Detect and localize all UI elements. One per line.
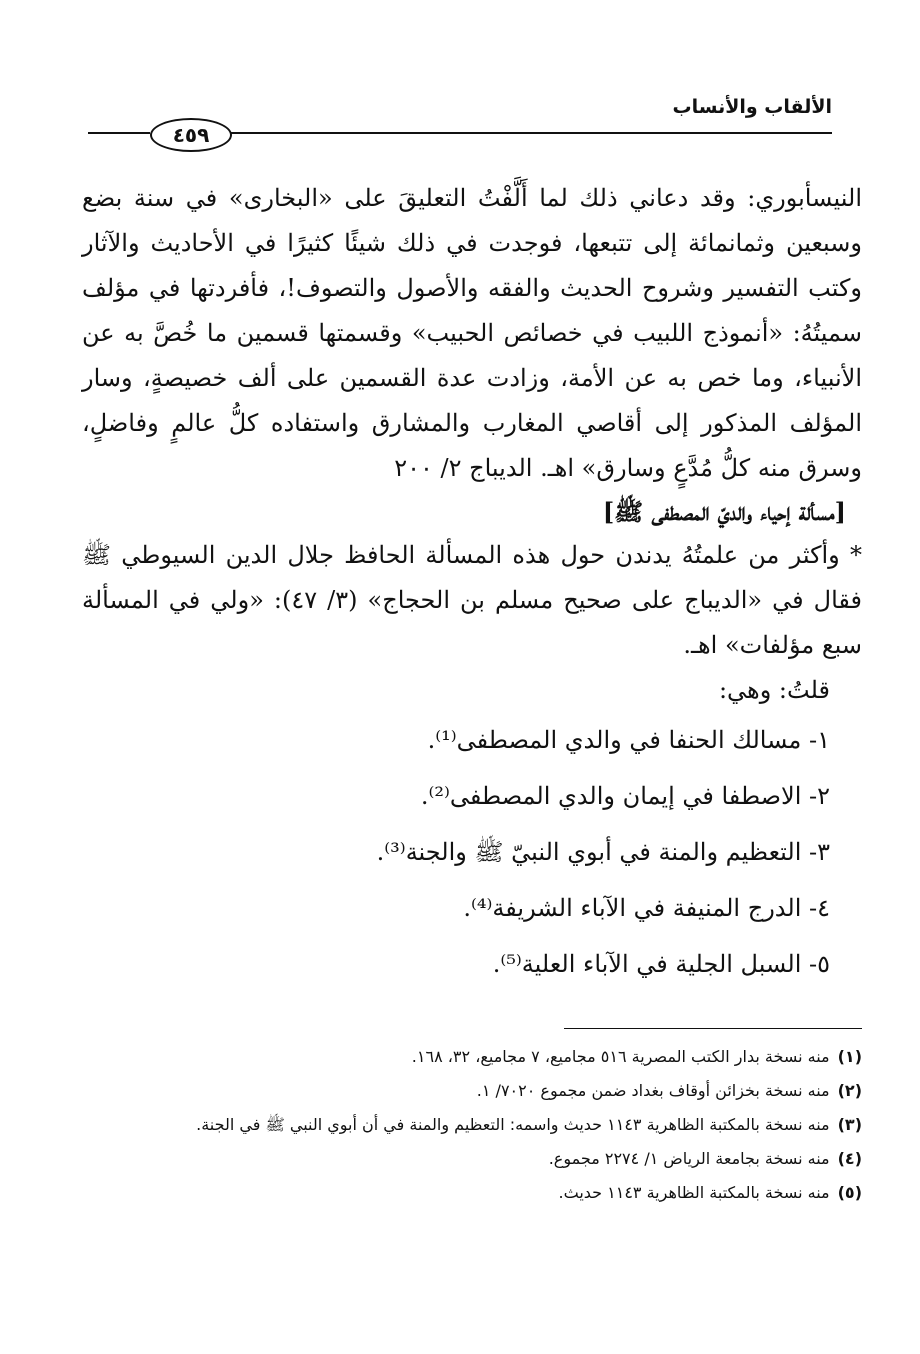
footnote	[82, 1042, 862, 1072]
paragraph-2: * وأكثر من علمتُهُ يدندن حول هذه المسألة الحافظ جلال الدين السيوطي ﷺ فقال في «الديباج على صحيح مسلم بن الحجاج» (٣/ ٤٧): «ولي في المسألة سبع مؤلفات» اهـ.	[82, 541, 863, 659]
header-rule	[230, 132, 832, 134]
list-item: ٥- السبل الجلية في الآباء العلية⁽⁵⁾.	[492, 950, 830, 978]
footnote-number: (٣)	[837, 1115, 862, 1134]
footnote-text: منه نسخة بجامعة الرياض ١/ ٢٢٧٤ مجموع.	[548, 1149, 830, 1168]
footnote	[82, 1110, 862, 1140]
footnote	[82, 1144, 862, 1174]
page-number: ٤٥٩	[150, 118, 232, 152]
footnotes	[82, 1042, 862, 1212]
footnote-text: منه نسخة بخزائن أوقاف بغداد ضمن مجموع ٧٠٢٠/ ١.	[476, 1081, 830, 1100]
header-rule-left	[88, 132, 150, 134]
section-heading: [مسألة إحياء والديّ المصطفى ﷺ]	[602, 497, 846, 526]
works-list	[82, 712, 862, 992]
list-item: ١- مسالك الحنفا في والدي المصطفى⁽¹⁾.	[427, 726, 830, 754]
footnote-text: منه نسخة بدار الكتب المصرية ٥١٦ مجاميع، ٧ مجاميع، ٣٢، ١٦٨.	[411, 1047, 830, 1066]
footnote	[82, 1178, 862, 1208]
footnote-number: (١)	[837, 1047, 862, 1066]
intro-line: قلتُ: وهي:	[718, 676, 830, 704]
running-title: الألقاب والأنساب	[672, 96, 832, 118]
footnote-rule	[564, 1028, 862, 1029]
footnote-text: منه نسخة بالمكتبة الظاهرية ١١٤٣ حديث واسمه: التعظيم والمنة في أن أبوي النبي ﷺ في الجنة.	[196, 1115, 830, 1134]
footnote-number: (٤)	[837, 1149, 862, 1168]
footnote	[82, 1076, 862, 1106]
list-item: ٣- التعظيم والمنة في أبوي النبيّ ﷺ والجنة⁽³⁾.	[376, 838, 830, 866]
footnote-number: (٥)	[837, 1183, 862, 1202]
footnote-text: منه نسخة بالمكتبة الظاهرية ١١٤٣ حديث.	[558, 1183, 830, 1202]
paragraph-1: النيسأبوري: وقد دعاني ذلك لما أَلَّفْتُ التعليقَ على «البخارى» في سنة بضع وسبعين وثمانمائة إلى تتبعها، فوجدت في ذلك شيئًا كثيرًا في الأحاديث والآثار وكتب التفسير وشروح الحديث والفقه والأصول والتصوف!، فأفردتها في مؤلف سميتُهُ: «أنموذج اللبيب في خصائص الحبيب» وقسمتها قسمين ما خُصَّ به عن الأنبياء، وما خص به عن الأمة، وزادت عدة القسمين على ألف خصيصةٍ، وسار المؤلف المذكور إلى أقاصي المغارب والمشارق واستفاده كلُّ عالمٍ وفاضلٍ، وسرق منه كلُّ مُدَّعٍ وسارق» اهـ. الديباج ٢/ ٢٠٠	[82, 184, 862, 482]
footnote-number: (٢)	[837, 1081, 862, 1100]
list-item: ٤- الدرج المنيفة في الآباء الشريفة⁽⁴⁾.	[463, 894, 830, 922]
list-item: ٢- الاصطفا في إيمان والدي المصطفى⁽²⁾.	[420, 782, 830, 810]
body-text	[82, 176, 862, 992]
